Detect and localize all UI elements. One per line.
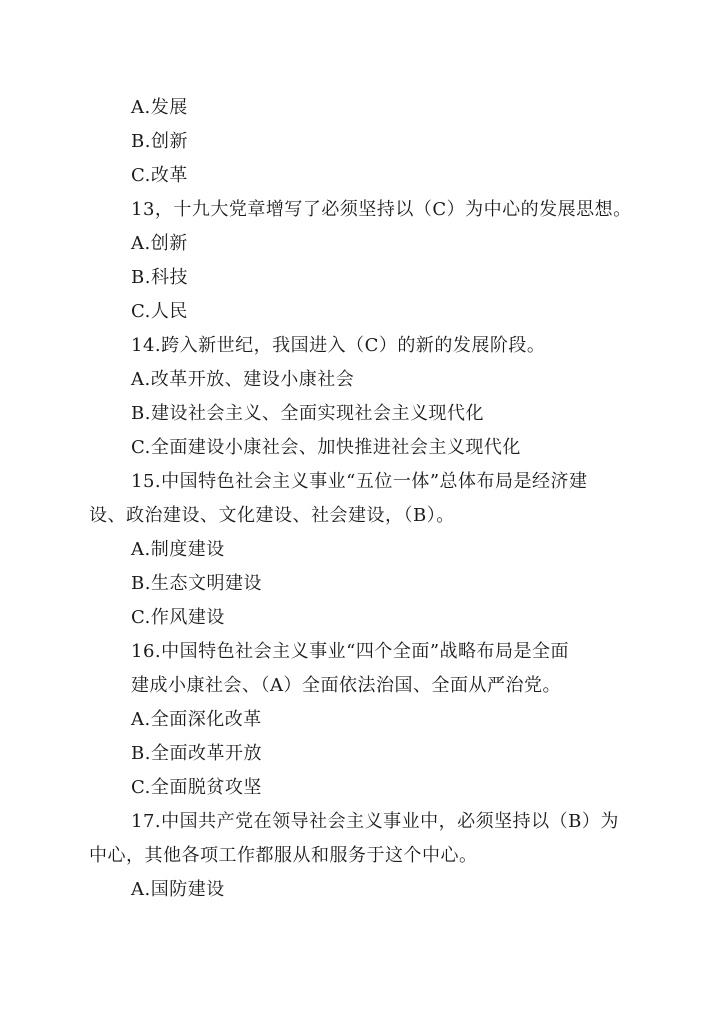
question-13: 13，十九大党章增写了必须坚持以（C）为中心的发展思想。: [131, 199, 632, 220]
question-14: 14.跨入新世纪，我国进入（C）的新的发展阶段。: [131, 335, 546, 356]
option-a-q17: A.国防建设: [131, 879, 225, 900]
option-a-q13: A.创新: [131, 233, 188, 254]
question-16: 16.中国特色社会主义事业“四个全面”战略布局是全面: [131, 641, 570, 662]
option-b-q14: B.建设社会主义、全面实现社会主义现代化: [131, 403, 484, 424]
option-a-q12: A.发展: [131, 97, 188, 118]
option-b-q13: B.科技: [131, 267, 188, 288]
option-a-q16: A.全面深化改革: [131, 709, 262, 730]
question-17-continued: 中心，其他各项工作都服从和服务于这个中心。: [89, 845, 478, 866]
option-c-q13: C.人民: [131, 301, 188, 322]
option-a-q15: A.制度建设: [131, 539, 225, 560]
question-16-continued: 建成小康社会、（A）全面依法治国、全面从严治党。: [131, 675, 561, 696]
option-c-q14: C.全面建设小康社会、加快推进社会主义现代化: [131, 437, 521, 458]
option-c-q12: C.改革: [131, 165, 188, 186]
option-c-q15: C.作风建设: [131, 607, 225, 628]
question-15-continued: 设、政治建设、文化建设、社会建设，（B）。: [89, 505, 455, 526]
question-17: 17.中国共产党在领导社会主义事业中，必须坚持以（B）为: [131, 811, 619, 832]
option-b-q12: B.创新: [131, 131, 188, 152]
option-c-q16: C.全面脱贫攻坚: [131, 777, 262, 798]
option-a-q14: A.改革开放、建设小康社会: [131, 369, 355, 390]
option-b-q15: B.生态文明建设: [131, 573, 262, 594]
option-b-q16: B.全面改革开放: [131, 743, 262, 764]
question-15: 15.中国特色社会主义事业“五位一体”总体布局是经济建: [131, 471, 588, 492]
